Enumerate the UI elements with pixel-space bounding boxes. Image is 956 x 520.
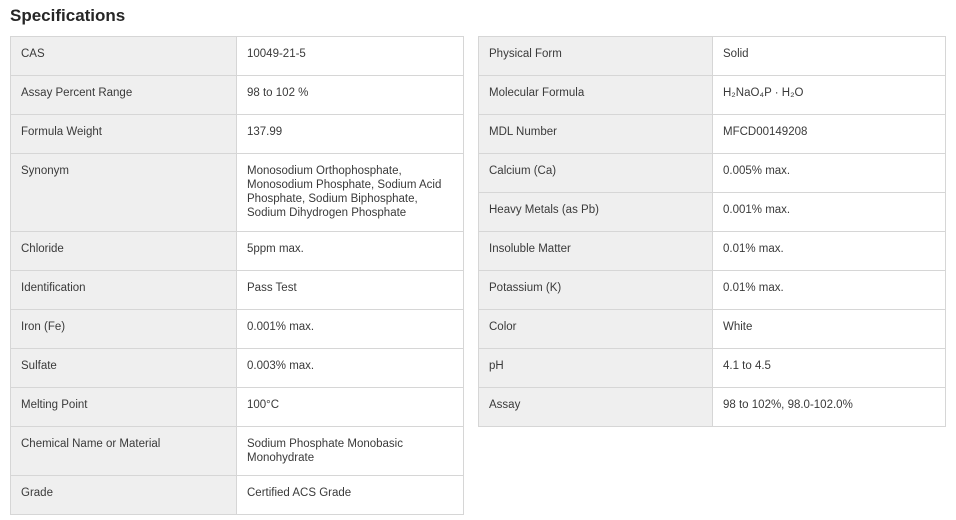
spec-key: Potassium (K) [479, 271, 713, 310]
spec-value: 0.005% max. [713, 154, 946, 193]
table-row [11, 37, 464, 76]
spec-table-left [10, 36, 464, 515]
spec-key: Synonym [11, 154, 237, 232]
table-row [11, 388, 464, 427]
table-row [11, 349, 464, 388]
spec-value: 10049-21-5 [237, 37, 464, 76]
spec-value: MFCD00149208 [713, 115, 946, 154]
table-row [479, 193, 946, 232]
spec-value: Monosodium Orthophosphate, Monosodium Phosphate, Sodium Acid Phosphate, Sodium Biphosphate, Sodium Dihydrogen Phosphate [237, 154, 464, 232]
table-row [479, 388, 946, 427]
table-row [11, 271, 464, 310]
spec-value: Sodium Phosphate Monobasic Monohydrate [237, 427, 464, 476]
spec-value: Certified ACS Grade [237, 476, 464, 515]
table-row [11, 115, 464, 154]
spec-value: 0.001% max. [237, 310, 464, 349]
spec-key: Heavy Metals (as Pb) [479, 193, 713, 232]
table-row [479, 310, 946, 349]
spec-value: 0.01% max. [713, 232, 946, 271]
table-row [479, 232, 946, 271]
spec-value: 98 to 102 % [237, 76, 464, 115]
spec-value: 98 to 102%, 98.0-102.0% [713, 388, 946, 427]
spec-value: H₂NaO₄P · H₂O [713, 76, 946, 115]
spec-key: Iron (Fe) [11, 310, 237, 349]
spec-key: Chloride [11, 232, 237, 271]
table-row [11, 154, 464, 232]
spec-value: Pass Test [237, 271, 464, 310]
spec-value: 5ppm max. [237, 232, 464, 271]
spec-key: Melting Point [11, 388, 237, 427]
spec-value: Solid [713, 37, 946, 76]
spec-key: Assay Percent Range [11, 76, 237, 115]
table-row [479, 271, 946, 310]
table-row [479, 76, 946, 115]
spec-key: Insoluble Matter [479, 232, 713, 271]
table-row [11, 232, 464, 271]
spec-key: Identification [11, 271, 237, 310]
page-title: Specifications [10, 6, 126, 25]
spec-key: Chemical Name or Material [11, 427, 237, 476]
spec-table-right [478, 36, 946, 427]
spec-value: 137.99 [237, 115, 464, 154]
spec-value: 100°C [237, 388, 464, 427]
spec-key: CAS [11, 37, 237, 76]
spec-key: Assay [479, 388, 713, 427]
table-row [479, 154, 946, 193]
spec-key: Color [479, 310, 713, 349]
spec-value: 0.003% max. [237, 349, 464, 388]
spec-value: 4.1 to 4.5 [713, 349, 946, 388]
spec-key: Formula Weight [11, 115, 237, 154]
spec-key: Calcium (Ca) [479, 154, 713, 193]
spec-key: pH [479, 349, 713, 388]
table-row [479, 349, 946, 388]
spec-value: White [713, 310, 946, 349]
table-row [11, 310, 464, 349]
table-row [479, 37, 946, 76]
table-row [11, 476, 464, 515]
spec-key: MDL Number [479, 115, 713, 154]
spec-key: Physical Form [479, 37, 713, 76]
spec-value: 0.001% max. [713, 193, 946, 232]
table-row [11, 427, 464, 476]
spec-key: Sulfate [11, 349, 237, 388]
spec-key: Grade [11, 476, 237, 515]
spec-value: 0.01% max. [713, 271, 946, 310]
table-row [11, 76, 464, 115]
table-row [479, 115, 946, 154]
spec-key: Molecular Formula [479, 76, 713, 115]
